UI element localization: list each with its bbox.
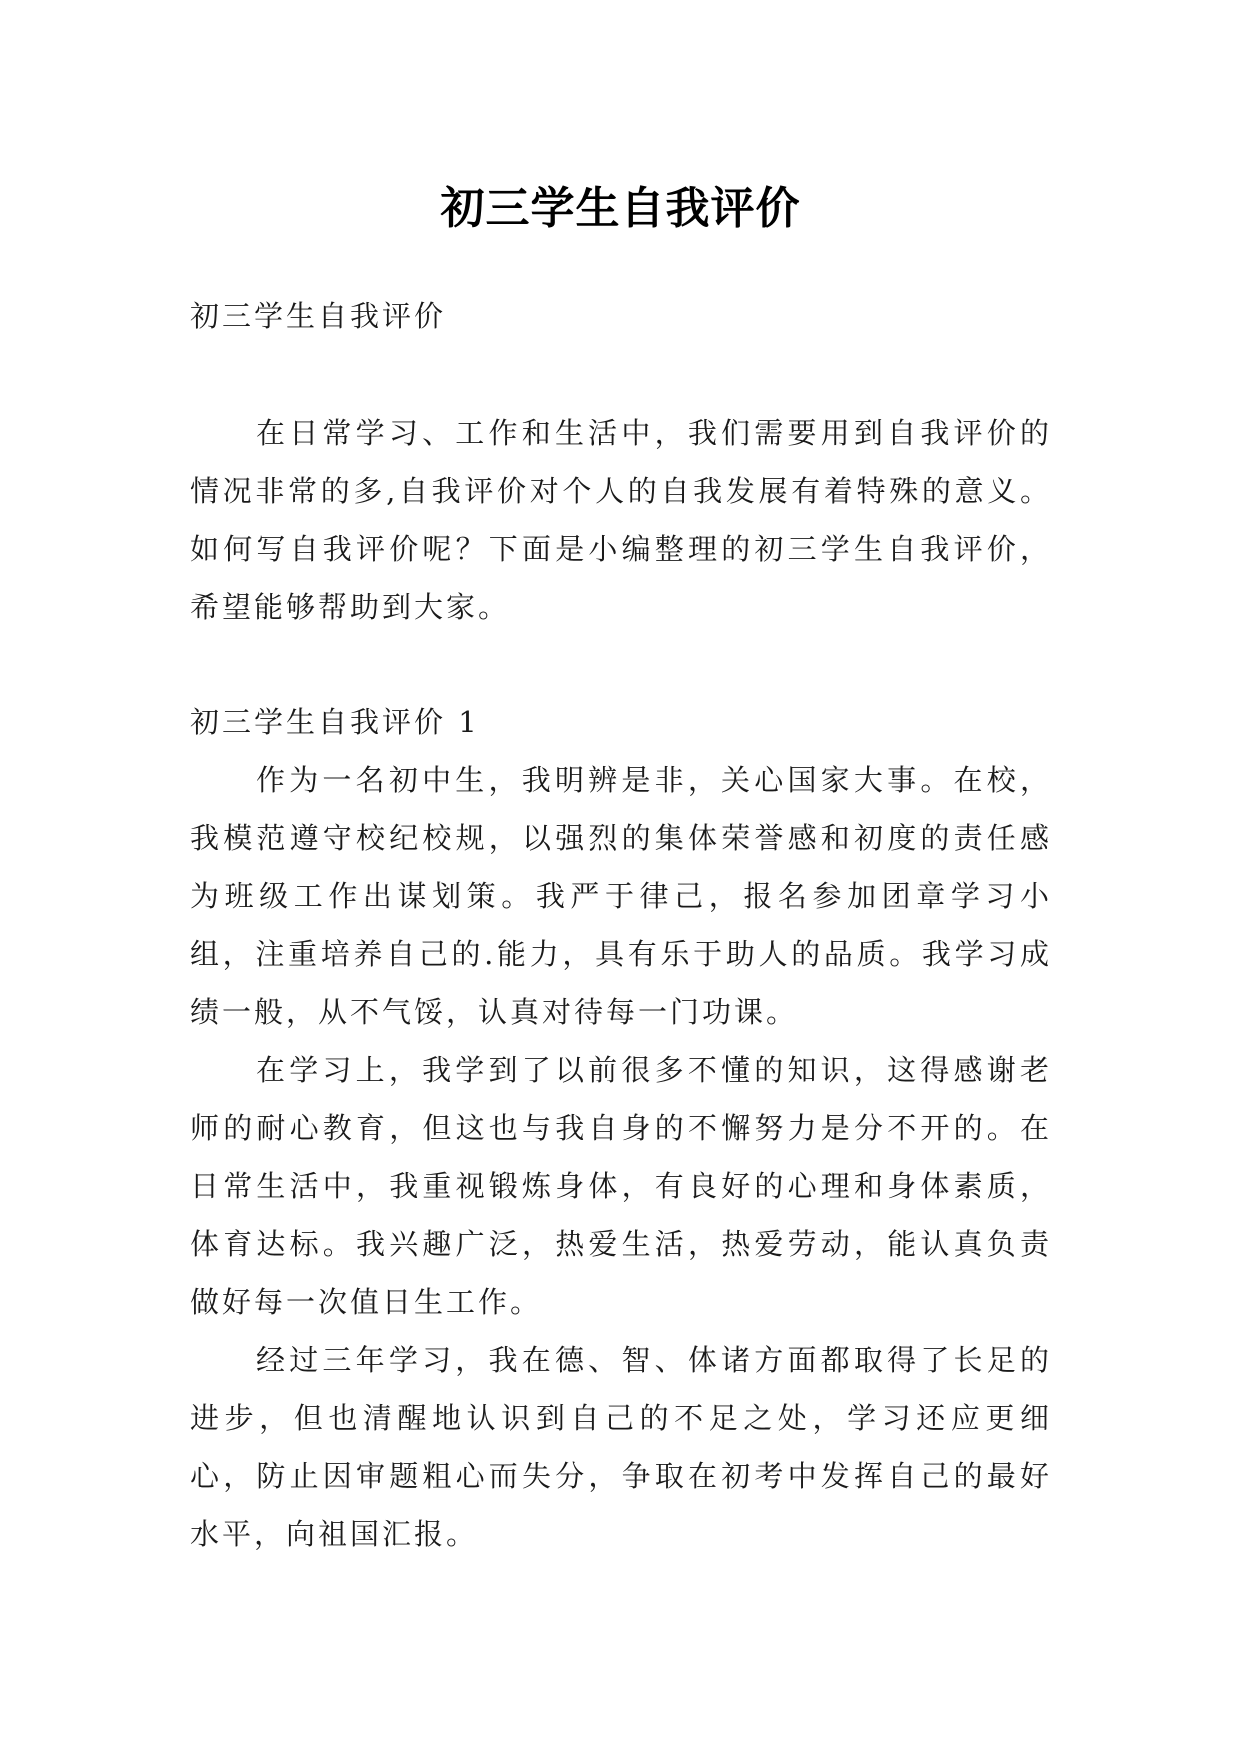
section-1: [190, 693, 1052, 1563]
section-1-heading: 初三学生自我评价 1: [190, 705, 480, 739]
intro-paragraph: 在日常学习、工作和生活中，我们需要用到自我评价的情况非常的多,自我评价对个人的自我发展有着特殊的意义。如何写自我评价呢？下面是小编整理的初三学生自我评价，希望能够帮助到大家。: [190, 416, 1052, 624]
document-subtitle: 初三学生自我评价: [190, 299, 447, 333]
document-title: 初三学生自我评价: [440, 183, 801, 235]
intro-block: [190, 404, 1052, 636]
section-1-paragraph-3: 经过三年学习，我在德、智、体诸方面都取得了长足的进步，但也清醒地认识到自己的不足之处，学习还应更细心，防止因审题粗心而失分，争取在初考中发挥自己的最好水平，向祖国汇报。: [190, 1343, 1052, 1551]
section-1-paragraph-2: 在学习上，我学到了以前很多不懂的知识，这得感谢老师的耐心教育，但这也与我自身的不懈努力是分不开的。在日常生活中，我重视锻炼身体，有良好的心理和身体素质，体育达标。我兴趣广泛，热爱生活，热爱劳动，能认真负责做好每一次值日生工作。: [190, 1053, 1052, 1319]
section-1-paragraph-1: 作为一名初中生，我明辨是非，关心国家大事。在校，我模范遵守校纪校规，以强烈的集体荣誉感和初度的责任感为班级工作出谋划策。我严于律己，报名参加团章学习小组，注重培养自己的.能力，具有乐于助人的品质。我学习成绩一般，从不气馁，认真对待每一门功课。: [190, 763, 1052, 1029]
